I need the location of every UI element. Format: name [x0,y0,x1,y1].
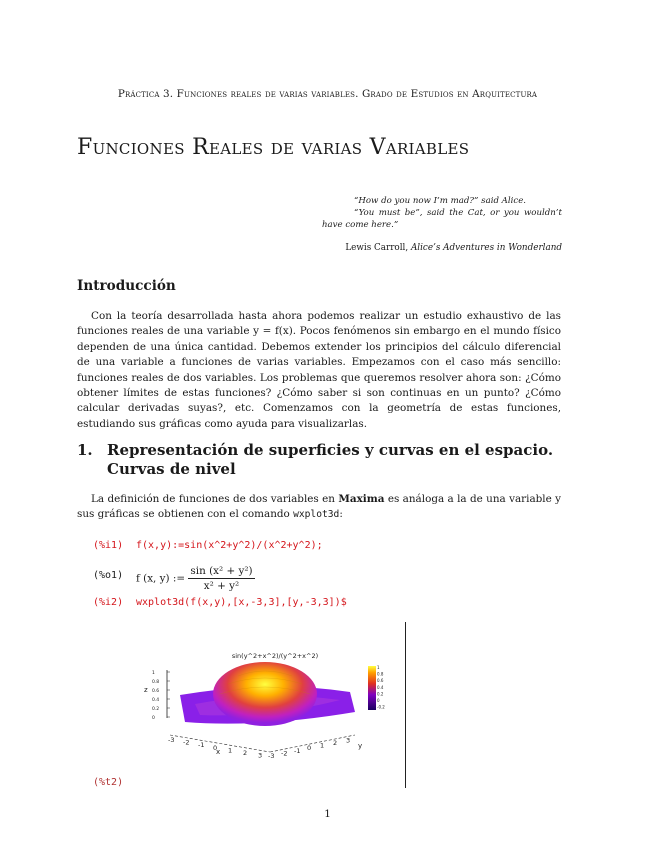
z-tick-label: 1 [152,671,155,676]
colorbar-tick-label: 0 [377,698,380,703]
y-ticks [268,736,350,760]
epigraph-work: Alice’s Adventures in Wonderland [410,243,562,253]
surface-dome [213,662,317,726]
colorbar-tick-label: 0.6 [377,678,384,684]
x-tick-label: -1 [198,741,205,750]
z-tick-label: 0 [152,716,155,721]
z-tick-label: 0.8 [152,680,160,685]
fraction-denominator: x² + y² [203,580,240,592]
z-tick-label: 0.2 [152,707,160,712]
colorbar-tick-label: 0.8 [377,671,384,677]
surface-plot [140,640,385,765]
colorbar-tick-label: 0.2 [377,691,384,697]
colorbar-tick-label: 1 [377,665,380,670]
section-number: 1. [77,441,93,459]
y-tick-label: 1 [320,741,325,750]
page-title: Funciones Reales de varias Variables [77,135,470,160]
y-tick-label: 3 [346,736,351,745]
input-label-2: (%i2) [93,597,124,608]
para-text-1: La definición de funciones de dos variables en [91,493,339,505]
epigraph [322,196,562,231]
input-code-2: wxplot3d(f(x,y),[x,-3,3],[y,-3,3])$ [136,597,347,608]
input-code-1: f(x,y):=sin(x^2+y^2)/(x^2+y^2); [136,540,323,551]
epigraph-source [345,243,562,253]
output-lhs: f (x, y) := [136,572,186,585]
output-label-1: (%o1) [93,570,124,581]
vertical-rule [405,622,406,788]
x-tick-label: 3 [258,751,263,760]
epigraph-line-2: “You must be”, said the Cat, or you wouldn’t have come here.” [322,207,562,230]
z-axis-label: z [144,686,148,694]
y-tick-label: 0 [307,744,312,753]
colorbar-ticks [377,665,385,710]
intro-paragraph: Con la teoría desarrollada hasta ahora podemos realizar un estudio exhaustivo de las funciones reales de una variable y = f(x). Pocos fenómenos sin embargo en el mundo físico dependen de una única cantidad. Debemos extender los principios del cálculo diferencial de una variable a funciones de varias variables. Empezamos con el caso más sencillo: funciones reales de dos variables. Los problemas que queremos resolver ahora son: ¿Cómo obtener límites de estas funciones? ¿Cómo saber si son continuas en un punto? ¿Cómo calcular derivadas suyas?, etc. Comenzamos con la geometría de estas funciones, estudiando sus gráficas como ayuda para visualizarlas. [77,310,561,430]
input-cell-2 [93,597,347,608]
y-tick-label: 2 [333,739,338,747]
x-tick-label: 1 [228,746,233,755]
x-tick-label: -3 [168,736,175,744]
section-title: Representación de superficies y curvas en el espacio. Curvas de nivel [107,441,554,478]
y-axis-label: y [358,742,363,750]
epigraph-line-1: “How do you now I’m mad?” said Alice. [354,196,527,206]
running-head: Práctica 3. Funciones reales de varias variables. Grado de Estudios en Arquitectura [117,88,538,100]
y-tick-label: -1 [294,746,301,755]
fraction-numerator: sin (x² + y²) [190,565,253,577]
colorbar-tick-label: -0.2 [377,704,385,710]
input-cell-1 [93,540,323,551]
output-fraction [188,565,254,592]
z-tick-label: 0.4 [152,698,160,703]
colorbar [368,666,376,710]
epigraph-author: Lewis Carroll, [345,243,409,253]
z-tick-label: 0.6 [152,689,160,694]
x-tick-label: 2 [243,749,248,757]
plot-title: sin(y^2+x^2)/(y^2+x^2) [231,652,319,660]
maxima-word: Maxima [338,493,385,505]
command-name: wxplot3d [293,509,340,521]
x-tick-label: -2 [183,738,190,747]
colorbar-tick-label: 0.4 [377,684,384,690]
x-tick-label: 0 [213,743,218,752]
y-tick-label: -3 [268,752,275,760]
plot-output-label: (%t2) [93,777,124,788]
x-axis-label: x [216,748,221,756]
para-text-3: : [339,508,343,521]
section-paragraph [77,492,561,523]
output-expression-1 [136,565,255,592]
input-label-1: (%i1) [93,540,124,551]
y-tick-label: -2 [281,749,288,758]
para-text-2: es análoga a la de una variable y sus gráficas se obtienen con el comando [77,493,561,521]
intro-heading: Introducción [77,278,176,294]
page-number: 1 [324,808,331,820]
